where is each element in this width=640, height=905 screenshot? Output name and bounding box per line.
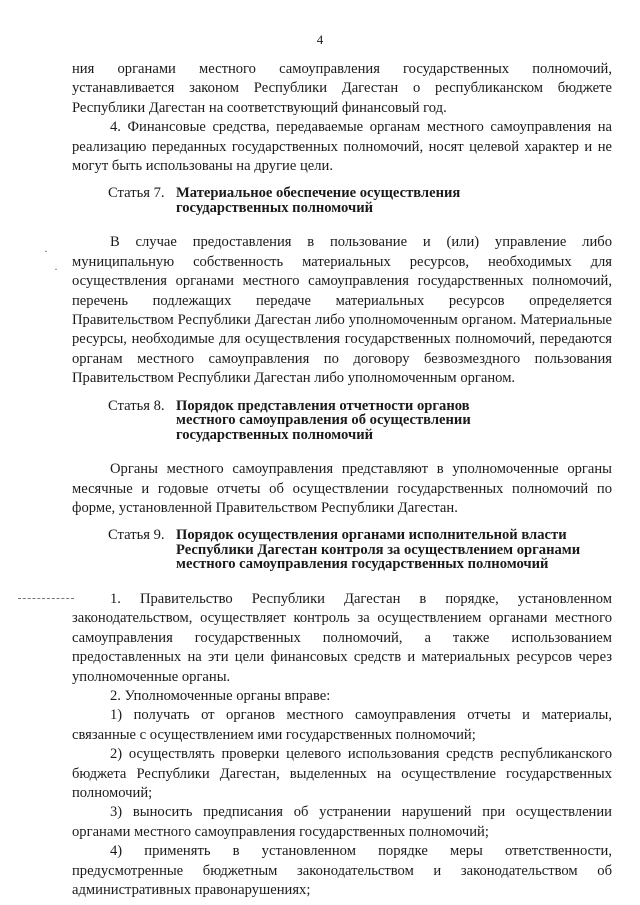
article-8-heading (72, 397, 612, 443)
article-8-title-line: государственных полномочий (176, 426, 374, 443)
paragraph-article-8: Органы местного самоуправления представляют в уполномоченные органы месячные и годовые отчеты об осуществлении государственных полномочий по форме, установленной Правительством Республики Дагестан. (72, 461, 612, 516)
page-number: 4 (316, 32, 324, 47)
margin-dot-mark: · (44, 244, 48, 258)
list-item-2: 2) осуществлять проверки целевого использования средств республиканского бюджета Республики Дагестан, выделенных на осуществление государственных полномочий; (72, 746, 612, 801)
list-item-3: 3) выносить предписания об устранении нарушений при осуществлении органами местного самоуправления государственных полномочий; (72, 804, 612, 840)
margin-dash-mark (18, 598, 74, 599)
article-7-title-line: Материальное обеспечение осуществления (176, 185, 461, 202)
paragraph-item-4: 4. Финансовые средства, передаваемые органам местного самоуправления на реализацию переданных государственных полномочий, носят целевой характер и не могут быть использованы на другие цели. (72, 119, 612, 175)
article-9-title (176, 526, 612, 572)
article-8-title-line: местного самоуправления об осуществлении (176, 412, 471, 429)
document-body (72, 60, 612, 900)
article-8-label: Статья 8. (108, 397, 165, 414)
article-8-title-line: Порядок представления отчетности органов (176, 397, 470, 414)
paragraph-continuation: ния органами местного самоуправления государственных полномочий, устанавливается законом Республики Дагестан о республиканском бюджете Республики Дагестан на соответствующий финансовый год. (72, 61, 612, 116)
article-7-title-line: государственных полномочий (176, 199, 374, 216)
paragraph-article-7: В случае предоставления в пользование и (или) управление либо муниципальную собственность материальных ресурсов, необходимых для осуществления органами местного самоуправления государственных полномочий, перечень подлежащих передаче материальных ресурсов определяется Правительством Республики Дагестан либо уполномоченным органом. Материальные ресурсы, необходимые для осуществления государственных полномочий, передаются органам местного самоуправления по договору безвозмездного пользования Правительством Республики Дагестан либо уполномоченным органом. (72, 234, 612, 387)
paragraph-article-9-item-1: 1. Правительство Республики Дагестан в порядке, установленном законодательством, осуществляет контроль за осуществлением органами местного самоуправления государственных полномочий, а также использованием предоставленных на эти цели финансовых средств и материальных ресурсов через уполномоченные органы. (72, 590, 612, 685)
article-9-title-line: местного самоуправления государственных полномочий (176, 556, 549, 573)
margin-dot-mark: · (54, 262, 58, 276)
article-9-title-line: Республики Дагестан контроля за осуществлением органами (176, 541, 581, 558)
article-7-heading (72, 184, 612, 215)
list-item-4: 4) применять в установленном порядке меры ответственности, предусмотренные бюджетным законодательством и законодательством об административных правонарушениях; (72, 843, 612, 898)
article-7-title (176, 184, 612, 215)
article-9-label: Статья 9. (108, 527, 165, 544)
article-7-label: Статья 7. (108, 185, 165, 202)
list-item-1: 1) получать от органов местного самоуправления отчеты и материалы, связанные с осуществлением ими государственных полномочий; (72, 707, 612, 743)
article-8-title (176, 397, 612, 443)
article-9-heading (72, 526, 612, 572)
article-9-title-line: Порядок осуществления органами исполнительной власти (176, 527, 567, 544)
paragraph-article-9-item-2: 2. Уполномоченные органы вправе: (110, 687, 331, 704)
